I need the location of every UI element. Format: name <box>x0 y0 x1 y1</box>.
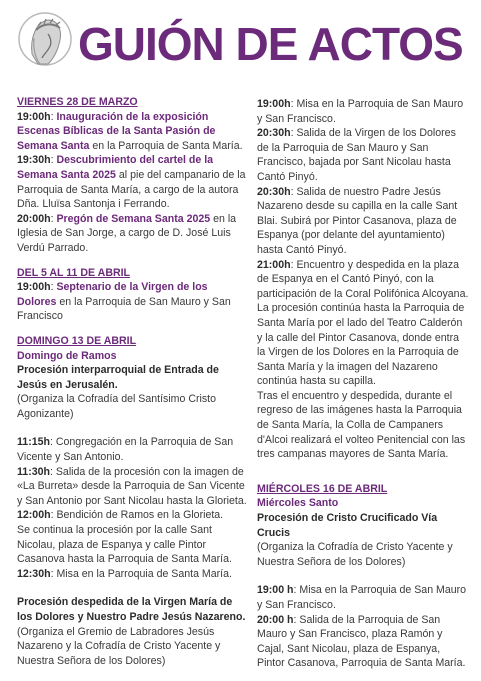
item-text: : Salida de la procesión con la imagen de «La Burreta» desde la Parroquia de San Vicente y San Antonio por Sant Nicolau hasta la Glorieta. <box>17 465 247 507</box>
schedule-item: 19:00h: Septenario de la Virgen de los Dolores en la Parroquia de San Mauro y San Francisco <box>17 281 231 323</box>
procession-title: Procesión de Cristo Crucificado Vía Crucis <box>257 512 438 539</box>
item-time: 20:30h <box>257 185 291 198</box>
item-text: : Misa en la Parroquia de San Mauro y San Francisco. <box>257 584 467 611</box>
organizer-note: (Organiza la Cofradía de Cristo Yacente y Nuestra Señora de los Dolores) <box>257 541 453 568</box>
schedule-item <box>257 97 469 126</box>
schedule-item <box>257 258 469 389</box>
item-text: al pie del campanario de la Parroquia de Santa María, a cargo de la autora Dña. Lluïsa Santonja i Ferrando. <box>17 168 246 211</box>
schedule-item <box>257 583 469 612</box>
organizer-note: (Organiza el Gremio de Labradores Jesús Nazareno y la Cofradía de Cristo Yacente y Nuestra Señora de los Dolores) <box>17 625 221 667</box>
item-text: : Congregación en la Parroquia de San Vicente y San Antonio. <box>17 436 234 464</box>
item-text: : Bendición de Ramos en la Glorieta. <box>50 509 224 522</box>
item-time: 20:00 h <box>257 613 294 626</box>
schedule-item: 20:00h: Pregón de Semana Santa 2025 en la Iglesia de San Jorge, a cargo de D. José Luis Verdú Parrado. <box>17 212 237 254</box>
nazareno-logo-icon <box>18 8 72 70</box>
item-text: en la Parroquia de Santa María. <box>89 139 243 152</box>
section-date: VIERNES 28 DE MARZO <box>17 96 138 108</box>
item-text: en la Iglesia de San Jorge, a cargo de D. José Luis Verdú Parrado. <box>17 212 237 254</box>
item-text: : Salida de la Virgen de los Dolores de la Parroquia de San Mauro y San Francisco, bajada por Sant Nicolau hasta Cantó Pinyó. <box>257 127 456 183</box>
schedule-item <box>17 435 249 464</box>
event-title: Pregón de Semana Santa 2025 <box>56 212 211 225</box>
schedule-item <box>17 465 249 509</box>
item-time: 21:00h <box>257 258 291 271</box>
event-title: Descubrimiento del cartel de la Semana Santa 2025 <box>17 154 214 181</box>
schedule-item <box>17 508 249 523</box>
section-date: DOMINGO 13 DE ABRIL <box>17 334 137 347</box>
item-time: 12:30h <box>17 567 51 580</box>
item-time: 19:00h <box>17 281 51 294</box>
procession-title: Procesión interparroquial de Entrada de Jesús en Jerusalén. <box>17 364 219 391</box>
continuation-text: Se continua la procesión por la calle Sant Nicolau, plaza de Espanya y calle Pintor Casanova hasta la Parroquia de Santa María. <box>17 524 232 566</box>
item-text: : Salida de la Parroquia de San Mauro y San Francisco, plaza Ramón y Cajal, Sant Nicolau, plaza de Espanya, Pintor Casanova, Parroquia de Santa María. <box>257 613 466 670</box>
section-subtitle: Miércoles Santo <box>257 497 339 510</box>
left-column <box>17 95 249 678</box>
schedule-item <box>257 126 469 184</box>
section-date: DEL 5 AL 11 DE ABRIL <box>17 266 131 279</box>
section-del-5-al-11-abril <box>17 266 249 324</box>
right-column <box>257 97 469 681</box>
section-subtitle: Domingo de Ramos <box>17 349 117 362</box>
item-time: 19:30h <box>17 154 51 167</box>
page-title: GUIÓN DE ACTOS <box>78 18 463 70</box>
section-miercoles-16-abril <box>257 482 469 671</box>
item-text: : Encuentro y despedida en la plaza de Espanya en el Cantó Pinyó, con la participación de la Coral Polifónica Alcoyana. La procesión continúa hasta la Parroquia de Santa María por el lado del Teatro Calderón y la calle del Pintor Casanova, donde entra la Virgen de los Dolores en la Parroquia de Santa María y la imagen del Nazareno continúa hasta su capilla. <box>257 258 469 388</box>
item-time: 12:00h <box>17 509 51 522</box>
item-time: 19:00 h <box>257 584 294 597</box>
item-time: 11:30h <box>17 465 50 478</box>
schedule-item <box>257 185 469 258</box>
schedule-item <box>17 567 249 582</box>
schedule-item: 19:00h: Inauguración de la exposición Escenas Bíblicas de la Santa Pasión de Semana Santa en la Parroquia de Santa María. <box>17 110 243 152</box>
item-time: 19:00h <box>17 110 51 123</box>
paragraph-text: Tras el encuentro y despedida, durante el regreso de las imágenes hasta la Parroquia de Santa María, la Colla de Campaners d'Alcoi realizará el volteo Penitencial con las tres campanas mayores de Santa María. <box>257 389 466 461</box>
organizer-note: (Organiza la Cofradía del Santísimo Cristo Agonizante) <box>17 393 217 420</box>
section-viernes-28-marzo <box>17 95 249 256</box>
item-text: : Salida de nuestro Padre Jesús Nazareno desde su capilla en la calle Sant Blai. Subirá por Pintor Casanova, plaza de Espanya (por delante del ayuntamiento) hasta Cantó Pinyó. <box>257 185 458 256</box>
event-title: Inauguración de la exposición Escenas Bíblicas de la Santa Pasión de Semana Santa <box>17 110 216 152</box>
item-text: : Misa en la Parroquia de San Mauro y San Francisco. <box>257 98 464 125</box>
procession-title: Procesión despedida de la Virgen María de los Dolores y Nuestro Padre Jesús Nazareno. <box>17 596 246 623</box>
schedule-item <box>257 613 469 671</box>
schedule-item: 19:30h: Descubrimiento del cartel de la Semana Santa 2025 al pie del campanario de la Parroquia de Santa María, a cargo de la autora Dña. Lluïsa Santonja i Ferrando. <box>17 154 246 211</box>
item-text: : Misa en la Parroquia de Santa María. <box>50 567 232 580</box>
item-time: 19:00h <box>257 98 291 110</box>
item-time: 11:15h <box>17 436 50 449</box>
item-time: 20:00h <box>17 212 51 225</box>
section-domingo-13-abril <box>17 334 249 668</box>
event-title: Septenario de la Virgen de los Dolores <box>17 281 208 308</box>
item-time: 20:30h <box>257 127 291 140</box>
item-text: en la Parroquia de San Mauro y San Francisco <box>17 295 231 323</box>
header <box>0 0 481 86</box>
section-date: MIÉRCOLES 16 DE ABRIL <box>257 482 388 495</box>
